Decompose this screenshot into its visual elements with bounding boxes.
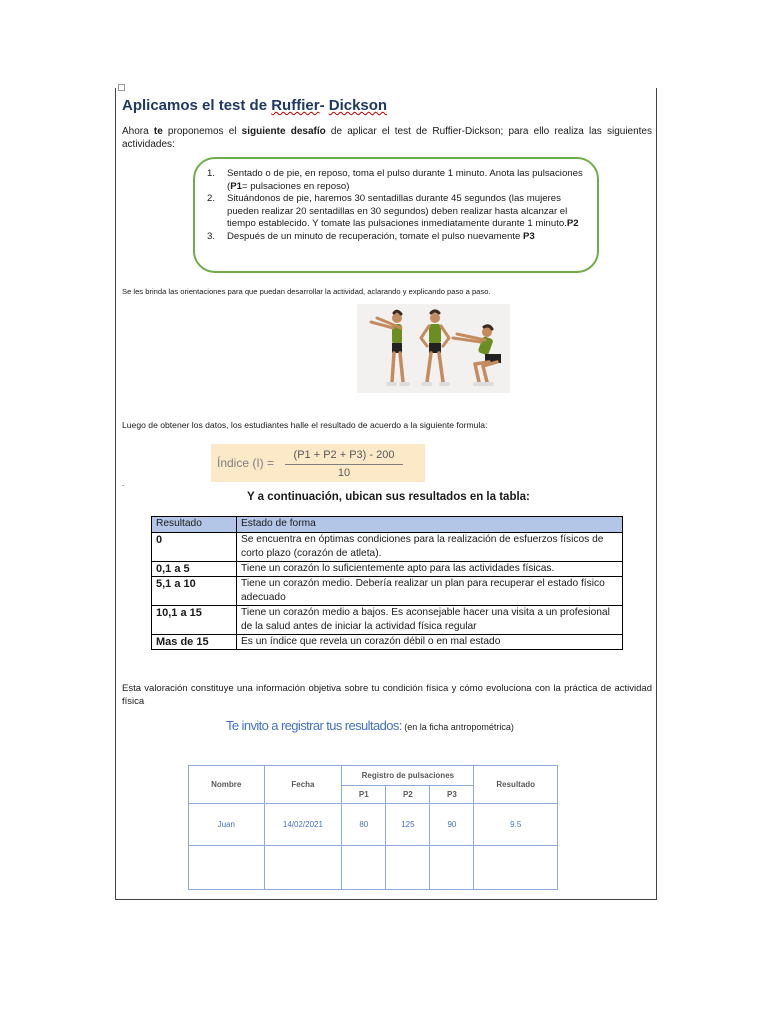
invite-text: Te invito a registrar tus resultados: [226, 718, 402, 733]
stray-dot: . [122, 479, 125, 488]
step-number: 1. [207, 168, 216, 179]
cell-estado: Se encuentra en óptimas condiciones para la realización de esfuerzos físicos de corto plazo (corazón de atleta). [237, 533, 623, 562]
step-text-tail: = pulsaciones en reposo) [241, 180, 350, 192]
cell-resultado: 10,1 a 15 [152, 606, 237, 635]
empty-cell [430, 846, 474, 890]
empty-cell [474, 846, 558, 890]
anchor-mark [118, 84, 125, 91]
table-row [152, 606, 623, 635]
col-p2: P2 [386, 786, 430, 804]
results-table [151, 516, 623, 650]
step-pulse-label: P2 [566, 218, 579, 230]
table-row [152, 562, 623, 577]
cell-nombre: Juan [189, 804, 265, 846]
table-row [152, 533, 623, 562]
empty-cell [342, 846, 386, 890]
orientation-note: Se les brinda las orientaciones para que puedan desarrollar la actividad, aclarando y explicando paso a paso. [122, 287, 491, 296]
formula-lhs: Índice (I) = [217, 456, 275, 470]
cell-p2: 125 [386, 804, 430, 846]
step-pulse-label: P1 [230, 180, 242, 192]
empty-cell [264, 846, 342, 890]
steps-list [207, 168, 592, 244]
intro-run: te [153, 126, 163, 137]
title-prefix: Aplicamos el test de [122, 97, 272, 114]
list-item [207, 168, 592, 193]
cell-resultado: 0,1 a 5 [152, 562, 237, 577]
empty-cell [189, 846, 265, 890]
table-row-empty [189, 846, 558, 890]
formula-intro: Luego de obtener los datos, los estudiantes halle el resultado de acuerdo a la siguiente formula: [122, 420, 488, 430]
title-ruffier: Ruffier [271, 97, 320, 114]
intro-run: Ahora [122, 126, 154, 137]
table-subtitle: Y a continuación, ubican sus resultados en la tabla: [247, 491, 530, 503]
cell-resultado: 0 [152, 533, 237, 562]
invite-note: (en la ficha antropométrica) [401, 722, 514, 732]
step-text: Situándonos de pie, haremos 30 sentadillas durante 45 segundos (las mujeres pueden realizar 20 sentadillas en 30 segundos) deben realizar hasta alcanzar el tiempo establecido. Y tomate las pulsaciones inmediatamente durante 1 minuto. [227, 193, 568, 230]
cell-estado: Tiene un corazón medio. Debería realizar un plan para recuperar el estado físico adecuado [237, 577, 623, 606]
col-resultado: Resultado [474, 766, 558, 804]
list-item [207, 231, 592, 244]
table-row [152, 635, 623, 650]
cell-resultado: 5,1 a 10 [152, 577, 237, 606]
header-estado: Estado de forma [237, 517, 623, 533]
title-dickson: Dickson [328, 97, 388, 114]
col-fecha: Fecha [264, 766, 342, 804]
list-item [207, 193, 592, 231]
col-registro: Registro de pulsaciones [342, 766, 474, 786]
cell-resultado: Mas de 15 [152, 635, 237, 650]
title-separator: - [319, 97, 329, 114]
col-p3: P3 [430, 786, 474, 804]
document-title [122, 97, 387, 114]
closing-paragraph: Esta valoración constituye una información objetiva sobre tu condición física y cómo evoluciona con la práctica de actividad física [122, 683, 652, 707]
intro-run: de aplicar el test de Ruffier-Dickson; para ello realiza las siguientes actividades: [122, 126, 652, 150]
register-table [188, 765, 558, 890]
table-row [152, 577, 623, 606]
col-nombre: Nombre [189, 766, 265, 804]
cell-resultado: 9.5 [474, 804, 558, 846]
register-header-row [189, 766, 558, 786]
intro-run: proponemos el [162, 126, 242, 137]
cell-p3: 90 [430, 804, 474, 846]
step-number: 3. [207, 230, 216, 242]
fraction-bar [285, 464, 403, 465]
header-resultado: Resultado [152, 517, 237, 533]
step-pulse-label: P3 [523, 230, 535, 242]
squat-exercise-image [357, 304, 510, 393]
col-p1: P1 [342, 786, 386, 804]
cell-fecha: 14/02/2021 [264, 804, 342, 846]
cell-estado: Tiene un corazón medio a bajos. Es aconsejable hacer una visita a un profesional de la salud antes de iniciar la actividad física regular [237, 606, 623, 635]
cell-estado: Tiene un corazón lo suficientemente apto para las actividades físicas. [237, 562, 623, 577]
results-header-row [152, 517, 623, 533]
step-text: Después de un minuto de recuperación, tomate el pulso nuevamente [227, 230, 523, 242]
ruffier-formula [211, 444, 425, 482]
intro-run: siguiente desafío [241, 126, 326, 137]
formula-numerator: (P1 + P2 + P3) - 200 [293, 449, 395, 461]
step-number: 2. [207, 193, 216, 205]
empty-cell [386, 846, 430, 890]
invite-line [226, 718, 514, 733]
step-text: Sentado o de pie, en reposo, toma el pulso durante 1 minuto. Anota las pulsaciones ( [227, 168, 583, 192]
cell-estado: Es un índice que revela un corazón débil o en mal estado [237, 635, 623, 650]
table-row [189, 804, 558, 846]
intro-paragraph [122, 125, 652, 151]
cell-p1: 80 [342, 804, 386, 846]
formula-denominator: 10 [337, 467, 351, 479]
